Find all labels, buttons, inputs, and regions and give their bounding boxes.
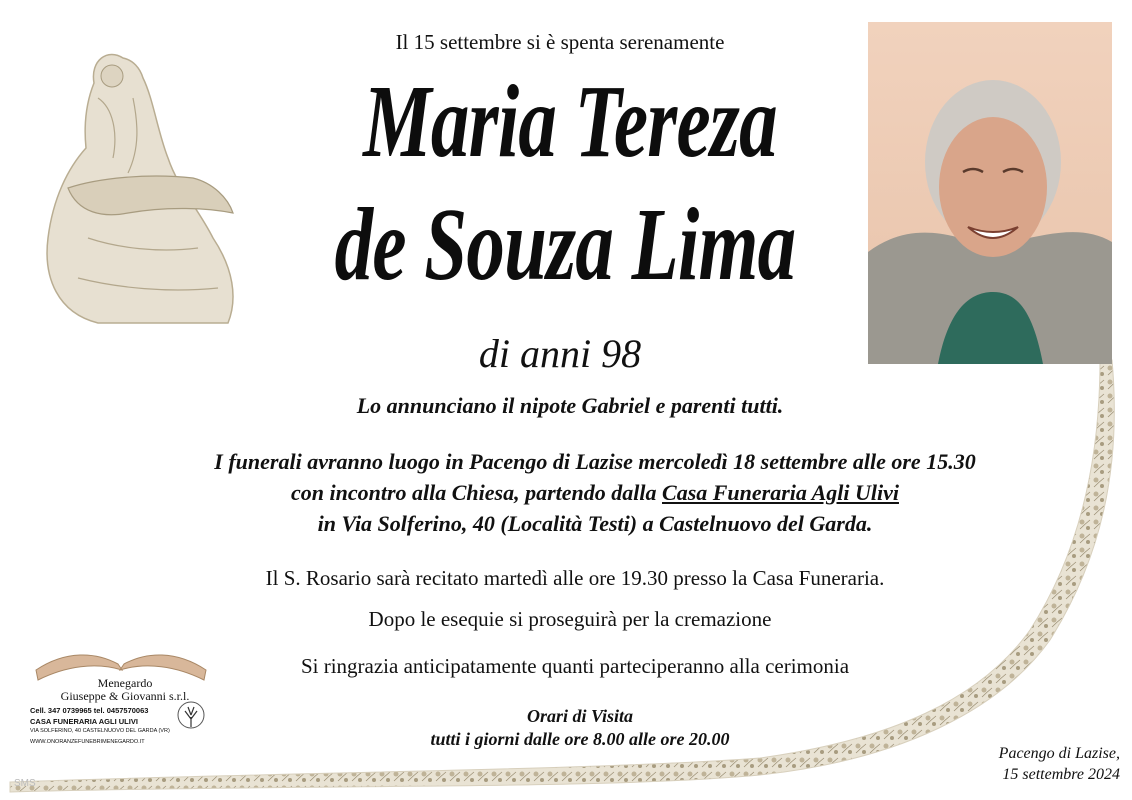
olive-tree-icon [178,702,204,728]
death-announcement-intro: Il 15 settembre si è spenta serenamente [395,30,725,54]
visiting-hours [370,705,790,751]
funeral-home-link[interactable]: Casa Funeraria Agli Ulivi [662,480,899,505]
visiting-hours-times: tutti i giorni dalle ore 8.00 alle ore 20.00 [430,729,730,749]
deceased-surnames: de Souza Lima [334,187,796,302]
deceased-first-names: Maria Tereza [363,64,777,179]
place-and-date [950,743,1120,785]
funeral-details [110,446,1080,539]
funeral-home-name: Menegardo [97,676,153,690]
watermark: SMS [14,778,36,789]
cremation-notice: Dopo le esequie si proseguirà per la cremazione [368,607,772,631]
rosary-notice: Il S. Rosario sarà recitato martedì alle ore 19.30 presso la Casa Funeraria. [265,566,885,590]
funeral-home-address: VIA SOLFERINO, 40 CASTELNUOVO DEL GARDA (VR) [30,728,170,734]
place: Pacengo di Lazise, [998,745,1120,762]
portrait-photo [868,22,1112,364]
deceased-age: di anni 98 [478,331,642,376]
funeral-home-phones: Cell. 347 0739965 tel. 0457570063 [30,706,149,715]
funeral-line-3: in Via Solferino, 40 (Località Testi) a Castelnuovo del Garda. [317,511,873,536]
funeral-home-website: WWW.ONORANZEFUNEBRIMENEGARDO.IT [30,739,145,745]
visiting-hours-title: Orari di Visita [526,706,634,726]
thanks-notice: Si ringrazia anticipatamente quanti parteciperanno alla cerimonia [300,654,850,678]
funeral-home-house: CASA FUNERARIA AGLI ULIVI [30,717,138,726]
funeral-line-2 [110,477,1080,508]
family-announcement: Lo annunciano il nipote Gabriel e parenti tutti. [356,393,784,418]
funeral-line-1: I funerali avranno luogo in Pacengo di Lazise mercoledì 18 settembre alle ore 15.30 [214,449,976,474]
funeral-home-company: Giuseppe & Giovanni s.r.l. [60,689,190,703]
pieta-statue-illustration [28,38,243,328]
funeral-line-2-text: con incontro alla Chiesa, partendo dalla [291,480,663,505]
date: 15 settembre 2024 [1002,766,1120,783]
